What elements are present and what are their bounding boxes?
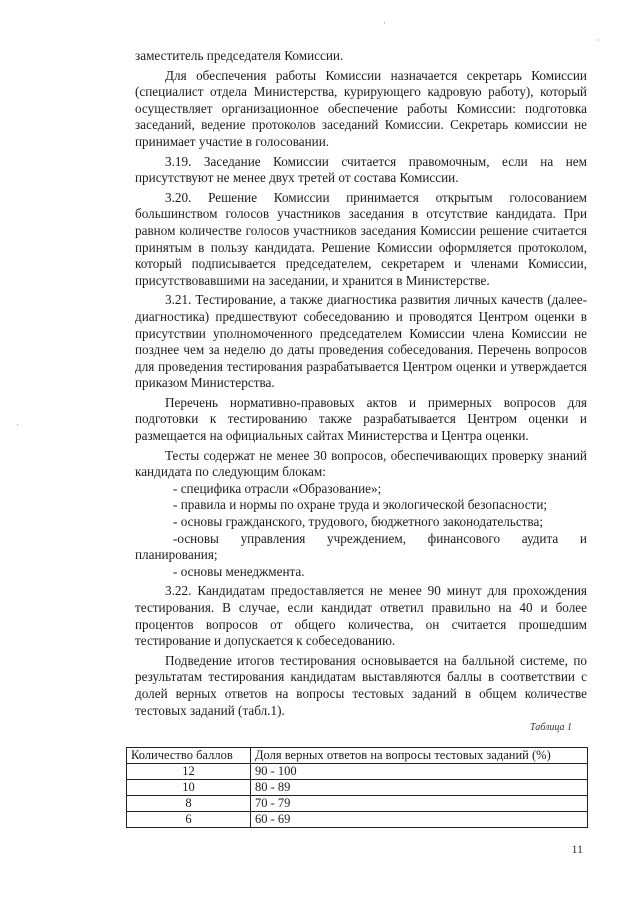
percent-range-cell: 60 - 69: [251, 812, 588, 828]
list-item-continuation: планирования;: [135, 547, 218, 563]
scan-speck: ·: [16, 420, 19, 430]
scores-table: [126, 747, 588, 828]
bullet-list: [135, 481, 587, 581]
paragraph: заместитель председателя Комиссии.: [135, 48, 344, 63]
score-cell: 12: [127, 764, 251, 780]
list-item: - правила и нормы по охране труда и экологической безопасности;: [173, 497, 548, 513]
column-header: Доля верных ответов на вопросы тестовых заданий (%): [251, 748, 588, 764]
score-cell: 8: [127, 796, 251, 812]
list-item: - основы менеджмента.: [173, 563, 305, 579]
table-row: [127, 780, 588, 796]
paragraph: Перечень нормативно-правовых актов и примерных вопросов для подготовки к тестированию также разрабатывается Центром оценки и размещается на официальных сайтах Министерства и Центра оценки.: [135, 394, 587, 444]
table-row: [127, 796, 588, 812]
list-item: - основы гражданского, трудового, бюджетного законодательства;: [173, 514, 544, 530]
table-row: [127, 764, 588, 780]
paragraph: Для обеспечения работы Комиссии назначается секретарь Комиссии (специалист отдела Министерства, курирующего кадровую работу), который осуществляет организационное обеспечение работы Комиссии: подготовка заседаний, ведение протоколов заседаний Комиссии. Секретарь комиссии не принимает участие в голосовании.: [135, 67, 587, 149]
scan-speck: ·: [597, 35, 600, 45]
scan-speck: ·: [383, 18, 386, 28]
table-header-row: [127, 748, 588, 764]
percent-range-cell: 70 - 79: [251, 796, 588, 812]
paragraph: 3.22. Кандидатам предоставляется не менее 90 минут для прохождения тестирования. В случае, если кандидат ответил правильно на 40 и более процентов вопросов от общего количества, он считается прошедшим тестирование и допускается к собеседованию.: [135, 583, 587, 649]
column-header: Количество баллов: [127, 748, 251, 764]
paragraph: Тесты содержат не менее 30 вопросов, обеспечивающих проверку знаний кандидата по следующим блокам:: [135, 447, 587, 480]
paragraph-group: [135, 583, 587, 719]
list-item: -основы управления учреждением, финансового аудита и: [173, 530, 587, 546]
paragraph: 3.19. Заседание Комиссии считается правомочным, если на нем присутствуют не менее двух третей от состава Комиссии.: [135, 153, 587, 186]
score-cell: 10: [127, 780, 251, 796]
score-cell: 6: [127, 812, 251, 828]
table-row: [127, 812, 588, 828]
paragraph: 3.20. Решение Комиссии принимается открытым голосованием большинством голосов участников заседания в отсутствие кандидата. При равном количестве голосов участников заседания Комиссии решение считается принятым в пользу кандидата. Решение Комиссии оформляется протоколом, который подписывается председателем, секретарем и членами Комиссии, присутствовавшими на заседании, и хранится в Министерстве.: [135, 189, 587, 288]
paragraph: 3.21. Тестирование, а также диагностика развития личных качеств (далее-диагностика) предшествуют собеседованию и проводятся Центром оценки в присутствии уполномоченного председателем Комиссии члена Комиссии не позднее чем за неделю до даты проведения собеседования. Перечень вопросов для проведения тестирования разрабатывается Центром оценки и утверждается приказом Министерства.: [135, 292, 587, 391]
paragraph: Подведение итогов тестирования основывается на балльной системе, по результатам тестирования кандидатам выставляются баллы в соответствии с долей верных ответов на вопросы тестовых заданий в общем количестве тестовых заданий (табл.1).: [135, 652, 587, 718]
list-item: - специфика отрасли «Образование»;: [173, 480, 382, 496]
paragraph-group: [135, 48, 587, 481]
percent-range-cell: 80 - 89: [251, 780, 588, 796]
document-body: [135, 48, 587, 719]
page-number: 11: [571, 842, 583, 856]
table-caption: Таблица 1: [530, 722, 572, 733]
percent-range-cell: 90 - 100: [251, 764, 588, 780]
